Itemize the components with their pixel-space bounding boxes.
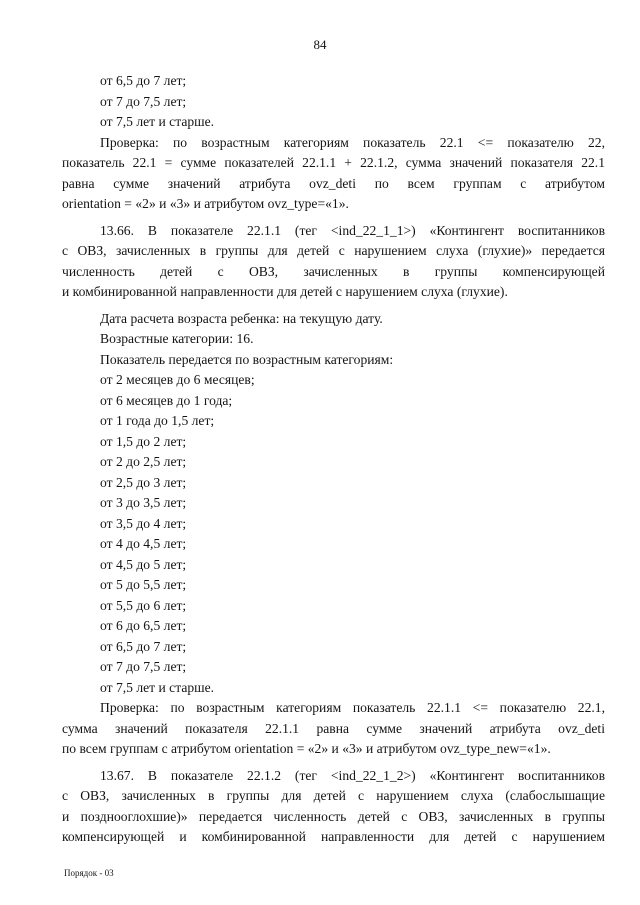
text-line: численность детей с ОВЗ, зачисленных в группы компенсирующей bbox=[62, 263, 605, 279]
text-line: от 1 года до 1,5 лет; bbox=[100, 413, 215, 428]
text-line: от 7,5 лет и старше. bbox=[100, 114, 215, 129]
text-line: от 3 до 3,5 лет; bbox=[100, 495, 187, 510]
text-line: и позднооглохшие)» передается численность детей с ОВЗ, зачисленных в группы bbox=[62, 808, 605, 824]
text-line: по всем группам с атрибутом orientation = «2» и «3» и атрибутом ovz_type_new=«1». bbox=[62, 741, 551, 756]
text-line: Показатель передается по возрастным категориям: bbox=[100, 351, 394, 367]
text-line: от 6 до 6,5 лет; bbox=[100, 618, 187, 633]
text-line: от 7 до 7,5 лет; bbox=[100, 93, 187, 109]
text-line: от 2 до 2,5 лет; bbox=[100, 454, 187, 469]
page-number: 84 bbox=[313, 37, 327, 52]
text-line: Проверка: по возрастным категориям показатель 22.1.1 <= показателю 22.1, bbox=[100, 700, 605, 715]
text-line: от 4,5 до 5 лет; bbox=[100, 556, 187, 572]
text-line: сумма значений показателя 22.1.1 равна сумме значений атрибута ovz_deti bbox=[62, 720, 605, 736]
text-line: от 2,5 до 3 лет; bbox=[100, 474, 187, 490]
text-line: от 6,5 до 7 лет; bbox=[100, 73, 187, 88]
footer-label: Порядок - 03 bbox=[64, 868, 114, 878]
text-line: от 7 до 7,5 лет; bbox=[100, 659, 187, 674]
text-line: 13.67. В показателе 22.1.2 (тег <ind_22_1_2>) «Контингент воспитанников bbox=[100, 767, 605, 783]
text-line: от 4 до 4,5 лет; bbox=[100, 536, 187, 551]
text-line: Проверка: по возрастным категориям показатель 22.1 <= показателю 22, bbox=[100, 134, 605, 150]
text-line: от 6 месяцев до 1 года; bbox=[100, 392, 233, 408]
text-line: от 5,5 до 6 лет; bbox=[100, 597, 187, 613]
text-line: компенсирующей и комбинированной направленности для детей с нарушением bbox=[62, 829, 605, 844]
text-line: от 6,5 до 7 лет; bbox=[100, 638, 187, 654]
text-line: Возрастные категории: 16. bbox=[100, 331, 254, 346]
text-line: с ОВЗ, зачисленных в группы для детей с нарушением слуха (слабослышащие bbox=[62, 788, 605, 803]
text-line: от 2 месяцев до 6 месяцев; bbox=[100, 372, 255, 387]
text-line: 13.66. В показателе 22.1.1 (тег <ind_22_1_1>) «Контингент воспитанников bbox=[100, 222, 605, 238]
text-line: Дата расчета возраста ребенка: на текущую дату. bbox=[100, 310, 383, 326]
text-line: с ОВЗ, зачисленных в группы для детей с нарушением слуха (глухие)» передается bbox=[62, 243, 605, 258]
text-line: от 7,5 лет и старше. bbox=[100, 679, 215, 695]
text-line: от 3,5 до 4 лет; bbox=[100, 515, 187, 531]
text-line: показатель 22.1 = сумме показателей 22.1.1 + 22.1.2, сумма значений показателя 22.1 bbox=[62, 155, 605, 170]
text-line: orientation = «2» и «3» и атрибутом ovz_type=«1». bbox=[62, 196, 349, 211]
text-line: равна сумме значений атрибута ovz_deti по всем группам с атрибутом bbox=[62, 175, 605, 191]
text-line: от 1,5 до 2 лет; bbox=[100, 433, 187, 449]
text-line: и комбинированной направленности для детей с нарушением слуха (глухие). bbox=[62, 284, 508, 299]
text-line: от 5 до 5,5 лет; bbox=[100, 577, 187, 592]
document-body bbox=[62, 71, 605, 848]
